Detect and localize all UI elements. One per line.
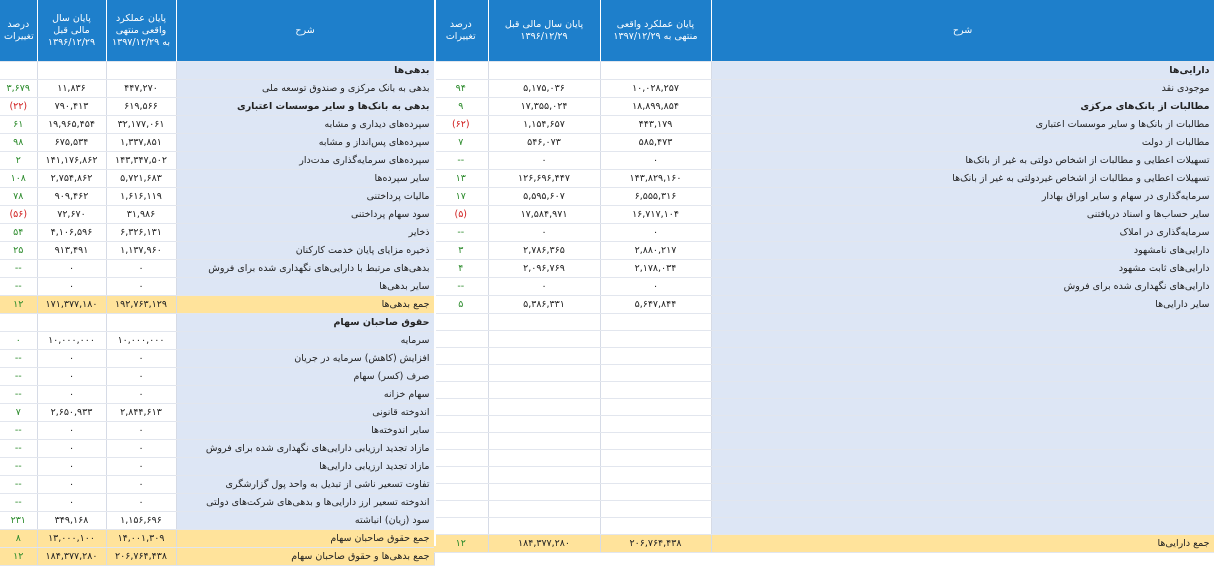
description-cell[interactable]: بدهی به بانک مرکزی و صندوق توسعه ملی [176, 80, 434, 98]
pct-change-cell[interactable]: ۱۷ [434, 188, 488, 206]
section-heading-row [0, 62, 434, 80]
blank-row [434, 365, 1214, 382]
actual-cell[interactable]: ۱,۱۳۷,۹۶۰ [106, 242, 176, 260]
actual-cell[interactable]: ۲,۸۴۴,۶۱۳ [106, 404, 176, 422]
liabilities-equity-table [0, 0, 435, 566]
actual-cell[interactable]: ۶,۵۵۵,۳۱۶ [600, 188, 711, 206]
table-row [0, 116, 434, 134]
actual-cell[interactable]: ۰ [106, 458, 176, 476]
pct-change-cell[interactable] [434, 314, 488, 331]
prev-year-cell[interactable]: ۳۴۹,۱۶۸ [37, 512, 106, 530]
description-cell[interactable] [711, 331, 1214, 348]
prev-year-cell[interactable]: ۰ [37, 440, 106, 458]
actual-cell[interactable]: ۱۴۳,۳۴۷,۵۰۲ [106, 152, 176, 170]
pct-change-cell[interactable]: -- [0, 440, 37, 458]
prev-year-cell[interactable]: ۶۷۵,۵۳۴ [37, 134, 106, 152]
actual-cell[interactable]: ۰ [106, 278, 176, 296]
description-cell[interactable]: دارایی‌های نامشهود [711, 242, 1214, 260]
description-cell[interactable]: سایر بدهی‌ها [176, 278, 434, 296]
actual-cell[interactable]: ۲,۱۷۸,۰۳۴ [600, 260, 711, 278]
pct-change-cell[interactable]: ۳,۶۷۹ [0, 80, 37, 98]
prev-year-cell[interactable]: ۰ [37, 368, 106, 386]
table-row [434, 260, 1214, 278]
table-row [434, 278, 1214, 296]
blank-row [434, 450, 1214, 467]
actual-cell[interactable]: ۰ [106, 260, 176, 278]
prev-year-cell[interactable]: ۱۳,۰۰۰,۱۰۰ [37, 530, 106, 548]
header-actual[interactable]: پایان عملکرد واقعی منتهی به ۱۳۹۷/۱۲/۲۹ [106, 0, 176, 62]
actual-cell[interactable]: ۱۴,۰۰۱,۳۰۹ [106, 530, 176, 548]
description-cell[interactable]: سود (زیان) انباشته [176, 512, 434, 530]
pct-change-cell[interactable]: ۷ [0, 404, 37, 422]
table-row [0, 80, 434, 98]
assets-table [434, 0, 1214, 553]
pct-change-cell[interactable]: ۰ [0, 332, 37, 350]
pct-change-cell[interactable]: -- [434, 224, 488, 242]
prev-year-cell[interactable]: ۷۹۰,۴۱۳ [37, 98, 106, 116]
prev-year-cell[interactable] [488, 433, 600, 450]
table-row [0, 170, 434, 188]
pct-change-cell[interactable]: -- [0, 476, 37, 494]
prev-year-cell[interactable] [488, 314, 600, 331]
actual-cell[interactable] [600, 331, 711, 348]
actual-cell[interactable] [600, 62, 711, 80]
pct-change-cell[interactable]: ۹۴ [434, 80, 488, 98]
description-cell[interactable]: دارایی‌های ثابت مشهود [711, 260, 1214, 278]
description-cell[interactable]: تسهیلات اعطایی و مطالبات از اشخاص غیردولتی به غیر از بانک‌ها [711, 170, 1214, 188]
pct-change-cell[interactable]: ۹۸ [0, 134, 37, 152]
pct-change-cell[interactable]: ۲۳۱ [0, 512, 37, 530]
actual-cell[interactable]: ۰ [106, 350, 176, 368]
assets-header-row [434, 0, 1214, 62]
prev-year-cell[interactable] [488, 501, 600, 518]
prev-year-cell[interactable]: ۱۰,۰۰۰,۰۰۰ [37, 332, 106, 350]
description-cell[interactable] [711, 467, 1214, 484]
table-row [0, 494, 434, 512]
pct-change-cell[interactable]: -- [0, 494, 37, 512]
prev-year-cell[interactable]: ۱,۱۵۴,۶۵۷ [488, 116, 600, 134]
description-cell[interactable]: سرمایه [176, 332, 434, 350]
actual-cell[interactable]: ۰ [600, 152, 711, 170]
prev-year-cell[interactable]: ۰ [37, 494, 106, 512]
table-row [0, 422, 434, 440]
section-heading-row [0, 314, 434, 332]
header-description[interactable]: شرح [711, 0, 1214, 62]
table-row [434, 116, 1214, 134]
pct-change-cell[interactable] [0, 62, 37, 80]
description-cell[interactable]: جمع بدهی‌ها [176, 296, 434, 314]
table-row [0, 458, 434, 476]
prev-year-cell[interactable]: ۰ [488, 278, 600, 296]
description-cell[interactable]: سرمایه‌گذاری در املاک [711, 224, 1214, 242]
actual-cell[interactable]: ۰ [106, 368, 176, 386]
pct-change-cell[interactable]: ۳ [434, 242, 488, 260]
blank-row [434, 501, 1214, 518]
table-row [0, 440, 434, 458]
pct-change-cell[interactable] [434, 518, 488, 535]
prev-year-cell[interactable]: ۰ [37, 278, 106, 296]
description-cell[interactable]: دارایی‌های نگهداری شده برای فروش [711, 278, 1214, 296]
actual-cell[interactable]: ۰ [106, 386, 176, 404]
prev-year-cell[interactable] [488, 331, 600, 348]
description-cell[interactable]: اندوخته تسعیر ارز دارایی‌ها و بدهی‌های شرکت‌های دولتی [176, 494, 434, 512]
description-cell[interactable] [711, 501, 1214, 518]
pct-change-cell[interactable] [434, 467, 488, 484]
actual-cell[interactable]: ۰ [106, 476, 176, 494]
prev-year-cell[interactable]: ۵۴۶,۰۷۳ [488, 134, 600, 152]
pct-change-cell[interactable]: ۱۲ [434, 535, 488, 553]
prev-year-cell[interactable]: ۱۹,۹۶۵,۴۵۴ [37, 116, 106, 134]
blank-row [434, 382, 1214, 399]
header-pct-change[interactable]: درصد تغییرات [434, 0, 488, 62]
prev-year-cell[interactable]: ۹۰۹,۴۶۲ [37, 188, 106, 206]
actual-cell[interactable] [106, 314, 176, 332]
pct-change-cell[interactable]: ۲ [0, 152, 37, 170]
pct-change-cell[interactable]: (۲۲) [0, 98, 37, 116]
table-row [434, 188, 1214, 206]
pct-change-cell[interactable]: (۶۲) [434, 116, 488, 134]
actual-cell[interactable]: ۱۴۳,۸۲۹,۱۶۰ [600, 170, 711, 188]
blank-row [434, 331, 1214, 348]
actual-cell[interactable]: ۶۱۹,۵۶۶ [106, 98, 176, 116]
pct-change-cell[interactable] [434, 484, 488, 501]
pct-change-cell[interactable]: -- [434, 278, 488, 296]
pct-change-cell[interactable]: ۵ [434, 296, 488, 314]
table-row [0, 476, 434, 494]
description-cell[interactable]: مالیات پرداختنی [176, 188, 434, 206]
actual-cell[interactable]: ۰ [106, 440, 176, 458]
description-cell[interactable] [711, 382, 1214, 399]
prev-year-cell[interactable]: ۰ [37, 458, 106, 476]
prev-year-cell[interactable] [488, 467, 600, 484]
total-row [0, 548, 434, 566]
header-pct-change[interactable]: درصد تغییرات [0, 0, 37, 62]
prev-year-cell[interactable]: ۵,۵۹۵,۶۰۷ [488, 188, 600, 206]
pct-change-cell[interactable]: -- [434, 152, 488, 170]
prev-year-cell[interactable]: ۰ [37, 422, 106, 440]
table-row [0, 260, 434, 278]
prev-year-cell[interactable]: ۱۴۱,۱۷۶,۸۶۲ [37, 152, 106, 170]
actual-cell[interactable]: ۴۴۳,۱۷۹ [600, 116, 711, 134]
total-row [0, 530, 434, 548]
prev-year-cell[interactable]: ۲,۷۸۶,۳۶۵ [488, 242, 600, 260]
header-prev-year[interactable]: پایان سال مالی قبل ۱۳۹۶/۱۲/۲۹ [37, 0, 106, 62]
blank-row [434, 348, 1214, 365]
pct-change-cell[interactable]: ۷ [434, 134, 488, 152]
pct-change-cell[interactable]: ۹ [434, 98, 488, 116]
pct-change-cell[interactable]: ۱۳ [434, 170, 488, 188]
description-cell[interactable] [711, 433, 1214, 450]
pct-change-cell[interactable]: -- [0, 458, 37, 476]
pct-change-cell[interactable] [434, 331, 488, 348]
description-cell[interactable]: مازاد تجدید ارزیابی دارایی‌های نگهداری شده برای فروش [176, 440, 434, 458]
description-cell[interactable]: جمع بدهی‌ها و حقوق صاحبان سهام [176, 548, 434, 566]
description-cell[interactable] [711, 365, 1214, 382]
table-row [434, 170, 1214, 188]
description-cell[interactable]: سایر دارایی‌ها [711, 296, 1214, 314]
actual-cell[interactable] [600, 467, 711, 484]
pct-change-cell[interactable]: -- [0, 350, 37, 368]
pct-change-cell[interactable]: -- [0, 278, 37, 296]
actual-cell[interactable]: ۵,۷۲۱,۶۸۳ [106, 170, 176, 188]
actual-cell[interactable]: ۱۰,۰۲۸,۲۵۷ [600, 80, 711, 98]
prev-year-cell[interactable]: ۱۷۱,۳۷۷,۱۸۰ [37, 296, 106, 314]
table-row [0, 512, 434, 530]
description-cell[interactable]: سپرده‌های دیداری و مشابه [176, 116, 434, 134]
pct-change-cell[interactable]: ۸ [0, 530, 37, 548]
description-cell[interactable]: سرمایه‌گذاری در سهام و سایر اوراق بهادار [711, 188, 1214, 206]
table-row [0, 404, 434, 422]
blank-row [434, 314, 1214, 331]
description-cell[interactable]: بدهی‌ها [176, 62, 434, 80]
prev-year-cell[interactable]: ۲,۰۹۶,۷۶۹ [488, 260, 600, 278]
table-row [0, 350, 434, 368]
actual-cell[interactable]: ۵۸۵,۴۷۳ [600, 134, 711, 152]
actual-cell[interactable] [106, 62, 176, 80]
description-cell[interactable]: مازاد تجدید ارزیابی دارایی‌ها [176, 458, 434, 476]
prev-year-cell[interactable]: ۹۱۳,۴۹۱ [37, 242, 106, 260]
actual-cell[interactable] [600, 501, 711, 518]
description-cell[interactable] [711, 314, 1214, 331]
prev-year-cell[interactable]: ۵,۳۸۶,۳۳۱ [488, 296, 600, 314]
description-cell[interactable]: سود سهام پرداختنی [176, 206, 434, 224]
pct-change-cell[interactable] [434, 62, 488, 80]
description-cell[interactable] [711, 484, 1214, 501]
description-cell[interactable]: صرف (کسر) سهام [176, 368, 434, 386]
description-cell[interactable] [711, 450, 1214, 467]
pct-change-cell[interactable]: ۴ [434, 260, 488, 278]
blank-row [434, 399, 1214, 416]
description-cell[interactable]: بدهی به بانک‌ها و سایر موسسات اعتباری [176, 98, 434, 116]
prev-year-cell[interactable]: ۰ [37, 386, 106, 404]
actual-cell[interactable]: ۴۴۷,۲۷۰ [106, 80, 176, 98]
pct-change-cell[interactable] [434, 348, 488, 365]
table-row [0, 332, 434, 350]
pct-change-cell[interactable]: -- [0, 260, 37, 278]
pct-change-cell[interactable]: (۵) [434, 206, 488, 224]
pct-change-cell[interactable]: -- [0, 368, 37, 386]
description-cell[interactable]: سایر حساب‌ها و اسناد دریافتنی [711, 206, 1214, 224]
table-row [0, 386, 434, 404]
pct-change-cell[interactable] [0, 314, 37, 332]
description-cell[interactable]: بدهی‌های مرتبط با دارایی‌های نگهداری شده برای فروش [176, 260, 434, 278]
actual-cell[interactable]: ۱۹۲,۷۶۳,۱۲۹ [106, 296, 176, 314]
description-cell[interactable]: حقوق صاحبان سهام [176, 314, 434, 332]
actual-cell[interactable]: ۰ [106, 422, 176, 440]
actual-cell[interactable] [600, 433, 711, 450]
table-row [434, 80, 1214, 98]
prev-year-cell[interactable]: ۰ [488, 224, 600, 242]
table-row [0, 206, 434, 224]
prev-year-cell[interactable]: ۷۲,۶۷۰ [37, 206, 106, 224]
actual-cell[interactable]: ۵,۶۴۷,۸۴۴ [600, 296, 711, 314]
actual-cell[interactable]: ۳۲,۱۷۷,۰۶۱ [106, 116, 176, 134]
description-cell[interactable]: موجودی نقد [711, 80, 1214, 98]
pct-change-cell[interactable]: -- [0, 386, 37, 404]
prev-year-cell[interactable] [37, 314, 106, 332]
table-row [434, 152, 1214, 170]
prev-year-cell[interactable] [488, 382, 600, 399]
pct-change-cell[interactable]: ۱۲ [0, 296, 37, 314]
actual-cell[interactable] [600, 348, 711, 365]
actual-cell[interactable] [600, 416, 711, 433]
description-cell[interactable] [711, 399, 1214, 416]
description-cell[interactable]: دارایی‌ها [711, 62, 1214, 80]
total-row [0, 296, 434, 314]
table-row [434, 98, 1214, 116]
prev-year-cell[interactable]: ۰ [37, 476, 106, 494]
description-cell[interactable]: ذخایر [176, 224, 434, 242]
blank-row [434, 416, 1214, 433]
actual-cell[interactable]: ۲۰۶,۷۶۴,۴۳۸ [106, 548, 176, 566]
prev-year-cell[interactable]: ۰ [37, 260, 106, 278]
description-cell[interactable]: جمع حقوق صاحبان سهام [176, 530, 434, 548]
table-row [434, 224, 1214, 242]
table-row [434, 296, 1214, 314]
actual-cell[interactable]: ۳۱,۹۸۶ [106, 206, 176, 224]
prev-year-cell[interactable]: ۲,۶۵۰,۹۳۳ [37, 404, 106, 422]
pct-change-cell[interactable] [434, 399, 488, 416]
actual-cell[interactable]: ۱,۶۱۶,۱۱۹ [106, 188, 176, 206]
prev-year-cell[interactable]: ۰ [37, 350, 106, 368]
blank-row [434, 518, 1214, 535]
prev-year-cell[interactable] [488, 518, 600, 535]
prev-year-cell[interactable] [488, 416, 600, 433]
prev-year-cell[interactable] [488, 348, 600, 365]
description-cell[interactable]: سایر اندوخته‌ها [176, 422, 434, 440]
actual-cell[interactable]: ۱۶,۷۱۷,۱۰۴ [600, 206, 711, 224]
table-row [0, 242, 434, 260]
table-row [0, 368, 434, 386]
table-row [0, 134, 434, 152]
total-row [434, 535, 1214, 553]
prev-year-cell[interactable] [488, 450, 600, 467]
description-cell[interactable]: تسهیلات اعطایی و مطالبات از اشخاص دولتی به غیر از بانک‌ها [711, 152, 1214, 170]
pct-change-cell[interactable] [434, 382, 488, 399]
pct-change-cell[interactable]: ۷۸ [0, 188, 37, 206]
pct-change-cell[interactable] [434, 365, 488, 382]
blank-row [434, 433, 1214, 450]
description-cell[interactable]: مطالبات از بانک‌ها و سایر موسسات اعتباری [711, 116, 1214, 134]
description-cell[interactable] [711, 416, 1214, 433]
table-row [0, 98, 434, 116]
actual-cell[interactable]: ۱۰,۰۰۰,۰۰۰ [106, 332, 176, 350]
pct-change-cell[interactable] [434, 450, 488, 467]
description-cell[interactable]: مطالبات از دولت [711, 134, 1214, 152]
description-cell[interactable]: سپرده‌های پس‌انداز و مشابه [176, 134, 434, 152]
actual-cell[interactable]: ۱,۳۳۷,۸۵۱ [106, 134, 176, 152]
pct-change-cell[interactable]: ۲۵ [0, 242, 37, 260]
prev-year-cell[interactable]: ۱۸۴,۳۷۷,۲۸۰ [488, 535, 600, 553]
table-row [434, 134, 1214, 152]
header-prev-year[interactable]: پایان سال مالی قبل ۱۳۹۶/۱۲/۲۹ [488, 0, 600, 62]
table-row [434, 242, 1214, 260]
prev-year-cell[interactable]: ۱۸۴,۳۷۷,۲۸۰ [37, 548, 106, 566]
pct-change-cell[interactable]: ۱۲ [0, 548, 37, 566]
prev-year-cell[interactable]: ۲,۷۵۴,۸۶۲ [37, 170, 106, 188]
prev-year-cell[interactable] [488, 62, 600, 80]
prev-year-cell[interactable] [37, 62, 106, 80]
pct-change-cell[interactable] [434, 501, 488, 518]
description-cell[interactable]: سهام خزانه [176, 386, 434, 404]
pct-change-cell[interactable]: ۵۴ [0, 224, 37, 242]
prev-year-cell[interactable] [488, 399, 600, 416]
pct-change-cell[interactable]: (۵۶) [0, 206, 37, 224]
actual-cell[interactable] [600, 314, 711, 331]
actual-cell[interactable]: ۱,۱۵۶,۶۹۶ [106, 512, 176, 530]
actual-cell[interactable] [600, 450, 711, 467]
table-separator [434, 0, 436, 546]
actual-cell[interactable]: ۶,۳۲۶,۱۳۱ [106, 224, 176, 242]
prev-year-cell[interactable]: ۱۱,۸۳۶ [37, 80, 106, 98]
actual-cell[interactable]: ۰ [600, 224, 711, 242]
actual-cell[interactable] [600, 518, 711, 535]
table-row [434, 206, 1214, 224]
blank-row [434, 484, 1214, 501]
header-description[interactable]: شرح [176, 0, 434, 62]
pct-change-cell[interactable]: -- [0, 422, 37, 440]
liabilities-header-row [0, 0, 434, 62]
prev-year-cell[interactable]: ۱۲۶,۶۹۶,۴۴۷ [488, 170, 600, 188]
prev-year-cell[interactable]: ۱۷,۵۸۴,۹۷۱ [488, 206, 600, 224]
pct-change-cell[interactable] [434, 433, 488, 450]
prev-year-cell[interactable] [488, 365, 600, 382]
actual-cell[interactable]: ۰ [600, 278, 711, 296]
description-cell[interactable]: اندوخته قانونی [176, 404, 434, 422]
table-row [0, 278, 434, 296]
prev-year-cell[interactable]: ۱۷,۳۵۵,۰۲۴ [488, 98, 600, 116]
blank-row [434, 467, 1214, 484]
description-cell[interactable] [711, 518, 1214, 535]
section-heading-row [434, 62, 1214, 80]
description-cell[interactable]: افزایش (کاهش) سرمایه در جریان [176, 350, 434, 368]
table-row [0, 188, 434, 206]
pct-change-cell[interactable]: ۶۱ [0, 116, 37, 134]
description-cell[interactable]: ذخیره مزایای پایان خدمت کارکنان [176, 242, 434, 260]
prev-year-cell[interactable]: ۵,۱۷۵,۰۳۶ [488, 80, 600, 98]
actual-cell[interactable]: ۲۰۶,۷۶۴,۴۳۸ [600, 535, 711, 553]
table-row [0, 224, 434, 242]
actual-cell[interactable] [600, 365, 711, 382]
description-cell[interactable]: سایر سپرده‌ها [176, 170, 434, 188]
prev-year-cell[interactable] [488, 484, 600, 501]
description-cell[interactable]: جمع دارایی‌ها [711, 535, 1214, 553]
actual-cell[interactable] [600, 399, 711, 416]
header-actual[interactable]: پایان عملکرد واقعی منتهی به ۱۳۹۷/۱۲/۲۹ [600, 0, 711, 62]
description-cell[interactable]: سپرده‌های سرمایه‌گذاری مدت‌دار [176, 152, 434, 170]
description-cell[interactable]: مطالبات از بانک‌های مرکزی [711, 98, 1214, 116]
description-cell[interactable]: تفاوت تسعیر ناشی از تبدیل به واحد پول گزارشگری [176, 476, 434, 494]
pct-change-cell[interactable]: ۱۰۸ [0, 170, 37, 188]
actual-cell[interactable] [600, 382, 711, 399]
pct-change-cell[interactable] [434, 416, 488, 433]
actual-cell[interactable]: ۱۸,۸۹۹,۸۵۴ [600, 98, 711, 116]
prev-year-cell[interactable]: ۴,۱۰۶,۵۹۶ [37, 224, 106, 242]
description-cell[interactable] [711, 348, 1214, 365]
actual-cell[interactable]: ۰ [106, 494, 176, 512]
actual-cell[interactable]: ۲,۸۸۰,۲۱۷ [600, 242, 711, 260]
actual-cell[interactable] [600, 484, 711, 501]
table-row [0, 152, 434, 170]
prev-year-cell[interactable]: ۰ [488, 152, 600, 170]
